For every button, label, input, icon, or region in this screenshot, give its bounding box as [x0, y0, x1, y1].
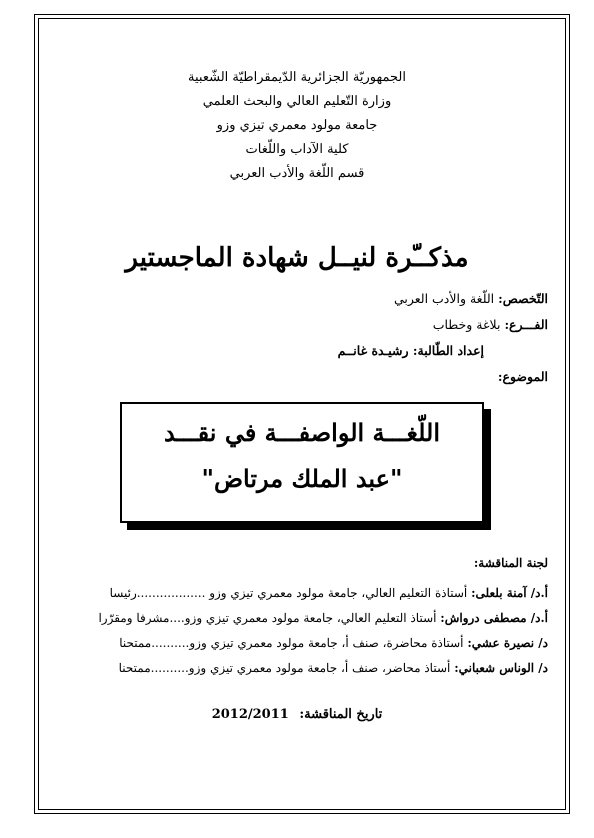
committee-member	[119, 636, 548, 650]
institution-line-5: قسم اللّغة والأدب العربي	[229, 166, 365, 181]
memoire-title: مذكــّرة لنيــل شهادة الماجستير	[125, 243, 469, 273]
topic-title-line-1: اللّغـــة الواصفـــة في نقـــد	[163, 418, 441, 447]
defense-date-value: 2012/2011	[211, 707, 289, 722]
defense-date-label: تاريخ المناقشة:	[299, 707, 383, 722]
member-detail: أستاذة التعليم العالي، جامعة مولود معمري تيزي وزو ..................رئيسا	[109, 586, 468, 600]
branch-label: الفـــرع:	[504, 317, 548, 332]
institution-line-4: كلية الآداب واللّغات	[245, 142, 349, 157]
student-name: رشيـدة غانــم	[337, 343, 409, 358]
member-detail: أستاذ محاضر، صنف أ، جامعة مولود معمري تيزي وزو..........ممتحنا	[118, 661, 451, 675]
subject-row	[498, 369, 548, 384]
member-detail: أستاذ التعليم العالي، جامعة مولود معمري تيزي وزو....مشرفا ومقرّرا	[98, 611, 437, 625]
member-name: أ.د/ مصطفى درواش:	[440, 611, 548, 625]
subject-label: الموضوع:	[497, 369, 548, 384]
institution-line-1: الجمهوريّة الجزائرية الدّيمقراطيّة الشّعبية	[188, 70, 406, 85]
committee-member	[119, 661, 548, 675]
committee-member	[98, 611, 548, 625]
branch-row	[433, 317, 548, 332]
member-detail: أستاذة محاضرة، صنف أ، جامعة مولود معمري تيزي وزو..........ممتحنا	[119, 636, 464, 650]
specialty-row	[394, 291, 548, 306]
member-name: د/ نصيرة عشي:	[467, 636, 548, 650]
specialty-label: التّخصص:	[498, 291, 548, 306]
topic-box	[120, 402, 484, 523]
defense-date-row	[60, 707, 534, 722]
student-row	[338, 343, 484, 358]
institution-line-3: جامعة مولود معمري تيزي وزو	[216, 118, 378, 133]
branch-value: بلاغة وخطاب	[432, 317, 501, 332]
student-label: إعداد الطّالبة:	[412, 343, 484, 358]
committee-member	[110, 586, 548, 600]
member-name: أ.د/ آمنة بلعلى:	[471, 586, 548, 600]
member-name: د/ الوناس شعباني:	[454, 661, 548, 675]
topic-title-line-2: "عبد الملك مرتاض"	[201, 464, 403, 493]
institution-line-2: وزارة التّعليم العالي والبحث العلمي	[202, 94, 392, 109]
specialty-value: اللّغة والأدب العربي	[393, 291, 495, 306]
committee-heading: لجنة المناقشة:	[473, 556, 548, 570]
